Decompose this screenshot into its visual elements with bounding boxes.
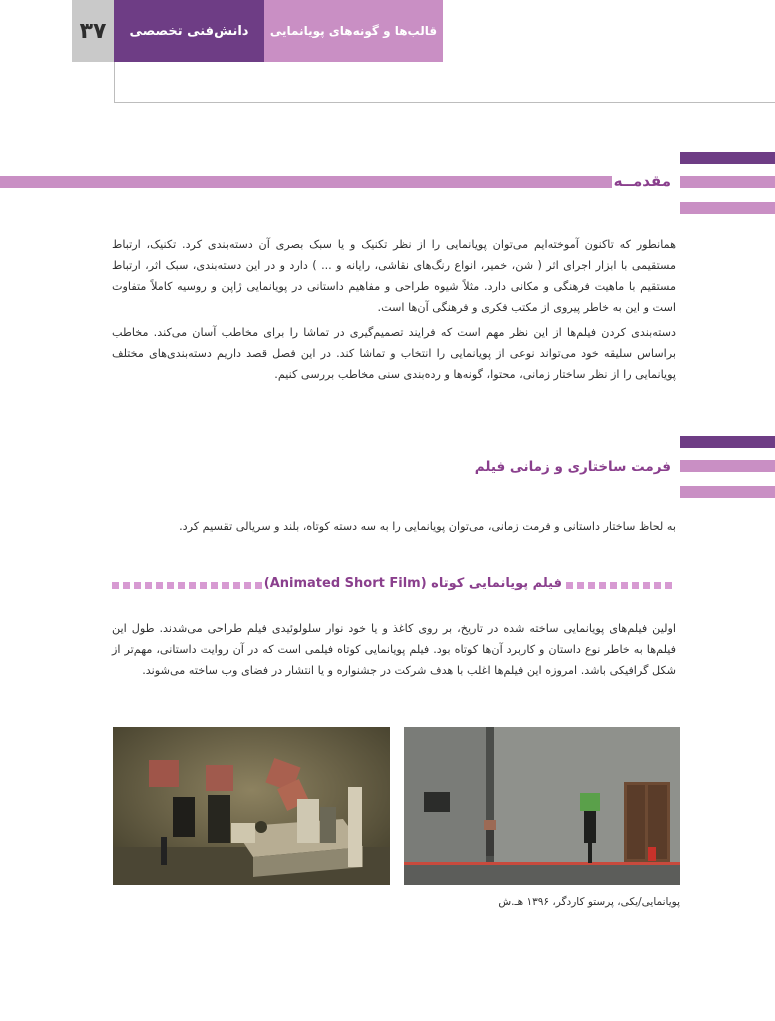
section-bar-top — [680, 436, 775, 448]
section-bar-bottom — [680, 202, 775, 214]
short-film-paragraph: اولین فیلم‌های پویانمایی ساخته شده در تاریخ، بر روی کاغذ و یا خود نوار سلولوئیدی فیلم طراحی می‌شدند. طول این فیلم‌ها به خاطر نوع داستان و کاربرد آن‌ها کوتاه بود. فیلم پویانمایی کوتاه فیلمی است که در آن روایت داستانی، مهم‌تر از شکل گرافیکی باشد. امروزه این فیلم‌ها اغلب با هدف شرکت در جشنواره و یا انتشار در فضای وب ساخته می‌شوند. — [112, 622, 676, 677]
header-tab-subject: دانش‌فنی تخصصی — [114, 0, 264, 62]
film-still-right — [404, 727, 680, 885]
header-divider-horizontal — [114, 102, 775, 103]
header-tab-chapter: قالب‌ها و گونه‌های پویانمایی — [264, 0, 443, 62]
section-bar-bottom — [680, 486, 775, 498]
dotted-rule-right — [566, 582, 672, 589]
section-bar-top — [680, 152, 775, 164]
section-bar-mid — [680, 460, 775, 472]
intro-paragraph-1: همانطور که تاکنون آموخته‌ایم می‌توان پویانمایی را از نظر تکنیک و یا سبک بصری آن دسته‌بندی کرد. تکنیک، ارتباط مستقیمی با ابزار اجرای اثر ( شن، خمیر، انواع رنگ‌های نقاشی، رایانه و ... ) دارد و در این دسته‌بندی، سبک اثر، ارتباط مستقیم با ماهیت فرهنگی و مکانی دارد. مثلاً شیوه طراحی و مفاهیم داستانی در پویانمایی ژاپن و روسیه کاملاً متفاوت است و این به خاطر پیروی از مکتب فکری و فرهنگی آن‌ها است. — [112, 238, 676, 314]
format-paragraph: به لحاظ ساختار داستانی و فرمت زمانی، می‌توان پویانمایی را به سه دسته کوتاه، بلند و سریالی تقسیم کرد. — [179, 520, 676, 533]
section-heading-format: فرمت ساختاری و زمانی فیلم — [474, 459, 671, 475]
section-bar-mid — [680, 176, 775, 188]
section-heading-short-film: فیلم پویانمایی کوتاه (Animated Short Film) — [263, 576, 562, 591]
header-divider-vertical — [114, 62, 115, 102]
figure-caption: پویانمایی/یکی، پرستو کارد‌گر، ۱۳۹۶ هـ.ش — [498, 896, 680, 908]
page-number: ۳۷ — [72, 0, 114, 62]
intro-paragraph-2: دسته‌بندی کردن فیلم‌ها از این نظر مهم است که فرایند تصمیم‌گیری در تماشا را برای مخاطب آسان می‌کند. مخاطب براساس سلیقه خود می‌تواند نوعی از پویانمایی را انتخاب و تماشا کند. در این فصل قصد داریم دسته‌بندی‌های مختلف پویانمایی را از نظر ساختار زمانی، محتوا، گونه‌ها و رده‌بندی سنی مخاطب بررسی کنیم. — [112, 326, 676, 381]
dotted-rule-left — [112, 582, 262, 589]
section-bar-long — [0, 176, 612, 188]
section-heading-intro: مقدمــه — [613, 172, 671, 190]
film-still-left — [113, 727, 390, 885]
